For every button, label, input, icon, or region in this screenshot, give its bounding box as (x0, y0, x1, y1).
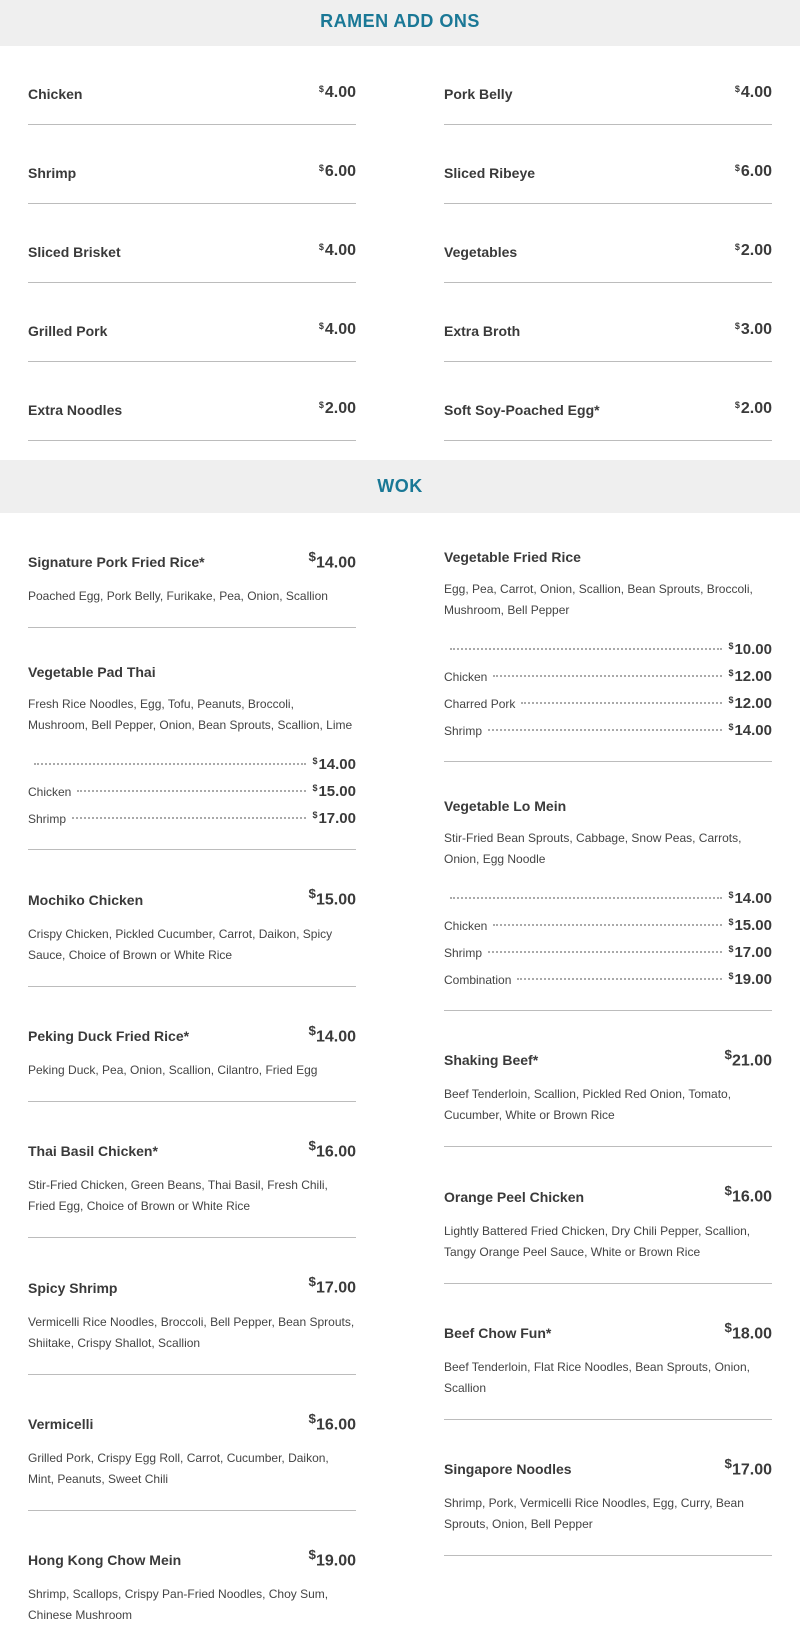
item-description: Poached Egg, Pork Belly, Furikake, Pea, Onion, Scallion (28, 589, 328, 604)
menu-item (444, 513, 772, 762)
addon-price: $2.00 (734, 400, 772, 417)
item-description: Crispy Chicken, Pickled Cucumber, Carrot, Daikon, Spicy Sauce, Choice of Brown or White Rice (28, 926, 333, 962)
addon-price: $2.00 (318, 400, 356, 417)
addon-name: Vegetables (444, 244, 518, 260)
menu-item (28, 628, 356, 850)
item-description: Stir-Fried Bean Sprouts, Cabbage, Snow Peas, Carrots, Onion, Egg Noodle (444, 831, 742, 866)
menu-item (444, 1147, 772, 1283)
addon-price: $2.00 (734, 242, 772, 259)
wok-menu (0, 513, 800, 1646)
addon-price: $4.00 (318, 84, 356, 101)
price-option: $10.00 (444, 633, 772, 660)
item-description: Peking Duck, Pea, Onion, Scallion, Cilantro, Fried Egg (28, 1062, 318, 1077)
addon-name: Grilled Pork (28, 323, 108, 339)
menu-item (444, 1420, 772, 1556)
addon-price: $6.00 (318, 163, 356, 180)
item-name: Vermicelli (28, 1415, 94, 1432)
menu-item (444, 762, 772, 1011)
item-name: Singapore Noodles (444, 1461, 572, 1478)
item-name: Thai Basil Chicken* (28, 1143, 158, 1160)
menu-item (28, 1511, 356, 1646)
addon-item (28, 46, 356, 125)
item-price: $18.00 (724, 1319, 772, 1342)
item-description: Stir-Fried Chicken, Green Beans, Thai Basil, Fresh Chili, Fried Egg, Choice of Brown or White Rice (28, 1178, 328, 1214)
item-description: Fresh Rice Noodles, Egg, Tofu, Peanuts, Broccoli, Mushroom, Bell Pepper, Onion, Bean Sprouts, Scallion, Lime (28, 697, 353, 733)
item-name: Peking Duck Fried Rice* (28, 1027, 190, 1044)
price-option: Chicken $15.00 (444, 917, 772, 934)
addon-price: $4.00 (318, 321, 356, 338)
addon-item (28, 125, 356, 204)
price-option: Shrimp $14.00 (444, 722, 772, 739)
item-name: Signature Pork Fried Rice* (28, 554, 205, 571)
menu-item (28, 1102, 356, 1238)
item-description: Vermicelli Rice Noodles, Broccoli, Bell Pepper, Bean Sprouts, Shiitake, Crispy Shallot, Scallion (28, 1314, 355, 1350)
item-name: Vegetable Fried Rice (444, 549, 581, 565)
item-description: Shrimp, Scallops, Crispy Pan-Fried Noodles, Choy Sum, Chinese Mushroom (28, 1587, 329, 1623)
addon-item (28, 204, 356, 283)
wok-left-column (28, 513, 356, 1646)
item-description: Egg, Pea, Carrot, Onion, Scallion, Bean Sprouts, Broccoli, Mushroom, Bell Pepper (444, 582, 753, 617)
addon-item (444, 204, 772, 283)
wok-title: WOK (377, 476, 423, 496)
item-price: $16.00 (308, 1137, 356, 1161)
addons-right-column (444, 46, 772, 441)
addons-left-column (28, 46, 356, 441)
addon-name: Sliced Brisket (28, 244, 121, 260)
price-option: $14.00 (28, 748, 356, 775)
addon-name: Shrimp (28, 165, 77, 181)
addon-item (444, 283, 772, 362)
item-price: $21.00 (724, 1047, 772, 1070)
addon-item (28, 362, 356, 441)
item-name: Vegetable Pad Thai (28, 664, 156, 681)
item-name: Beef Chow Fun* (444, 1324, 552, 1341)
wok-right-column (444, 513, 772, 1646)
item-price: $14.00 (308, 549, 356, 572)
addon-price: $4.00 (734, 84, 772, 101)
addon-name: Sliced Ribeye (444, 165, 536, 181)
menu-item (28, 1375, 356, 1511)
item-description: Grilled Pork, Crispy Egg Roll, Carrot, Cucumber, Daikon, Mint, Peanuts, Sweet Chili (28, 1450, 329, 1486)
item-name: Spicy Shrimp (28, 1279, 118, 1296)
menu-item (28, 513, 356, 628)
item-description: Beef Tenderloin, Flat Rice Noodles, Bean Sprouts, Onion, Scallion (444, 1359, 750, 1395)
item-name: Shaking Beef* (444, 1052, 539, 1069)
addon-item (444, 125, 772, 204)
addon-name: Extra Noodles (28, 402, 123, 418)
ramen-addons-title: RAMEN ADD ONS (320, 11, 480, 31)
item-price: $14.00 (308, 1022, 356, 1045)
item-description: Lightly Battered Fried Chicken, Dry Chili Pepper, Scallion, Tangy Orange Peel Sauce, White or Brown Rice (444, 1223, 751, 1259)
price-option: Chicken $12.00 (444, 668, 772, 685)
price-option: Shrimp $17.00 (444, 944, 772, 961)
price-option: $14.00 (444, 882, 772, 909)
item-description: Shrimp, Pork, Vermicelli Rice Noodles, Egg, Curry, Bean Sprouts, Onion, Bell Pepper (444, 1496, 744, 1532)
addon-item (444, 362, 772, 441)
menu-item (28, 987, 356, 1102)
ramen-addons-list (0, 46, 800, 441)
menu-item (444, 1284, 772, 1420)
addon-name: Pork Belly (444, 86, 513, 102)
ramen-addons-header (0, 0, 800, 46)
addon-price: $3.00 (734, 321, 772, 338)
addon-name: Soft Soy-Poached Egg* (444, 402, 600, 418)
price-option: Combination $19.00 (444, 971, 772, 988)
addon-price: $6.00 (734, 163, 772, 180)
price-option: Chicken $15.00 (28, 783, 356, 801)
item-name: Orange Peel Chicken (444, 1188, 585, 1205)
item-name: Hong Kong Chow Mein (28, 1552, 182, 1569)
addon-name: Chicken (28, 86, 83, 102)
item-price: $15.00 (308, 886, 356, 909)
menu-item (28, 850, 356, 986)
price-option: Charred Pork $12.00 (444, 695, 772, 712)
item-name: Mochiko Chicken (28, 891, 144, 908)
item-name: Vegetable Lo Mein (444, 798, 567, 814)
item-price: $19.00 (308, 1546, 356, 1570)
item-description: Beef Tenderloin, Scallion, Pickled Red Onion, Tomato, Cucumber, White or Brown Rice (444, 1087, 732, 1123)
item-price: $16.00 (308, 1410, 356, 1433)
price-option: Shrimp $17.00 (28, 810, 356, 828)
addon-name: Extra Broth (444, 323, 521, 339)
price-options (444, 633, 772, 741)
menu-item (28, 1238, 356, 1374)
price-options (28, 748, 356, 829)
item-price: $17.00 (724, 1455, 772, 1479)
price-options (444, 882, 772, 990)
wok-header (0, 460, 800, 513)
addon-price: $4.00 (318, 242, 356, 259)
item-price: $16.00 (724, 1183, 772, 1206)
item-price: $17.00 (308, 1274, 356, 1297)
menu-item (444, 1011, 772, 1147)
addon-item (28, 283, 356, 362)
addon-item (444, 46, 772, 125)
